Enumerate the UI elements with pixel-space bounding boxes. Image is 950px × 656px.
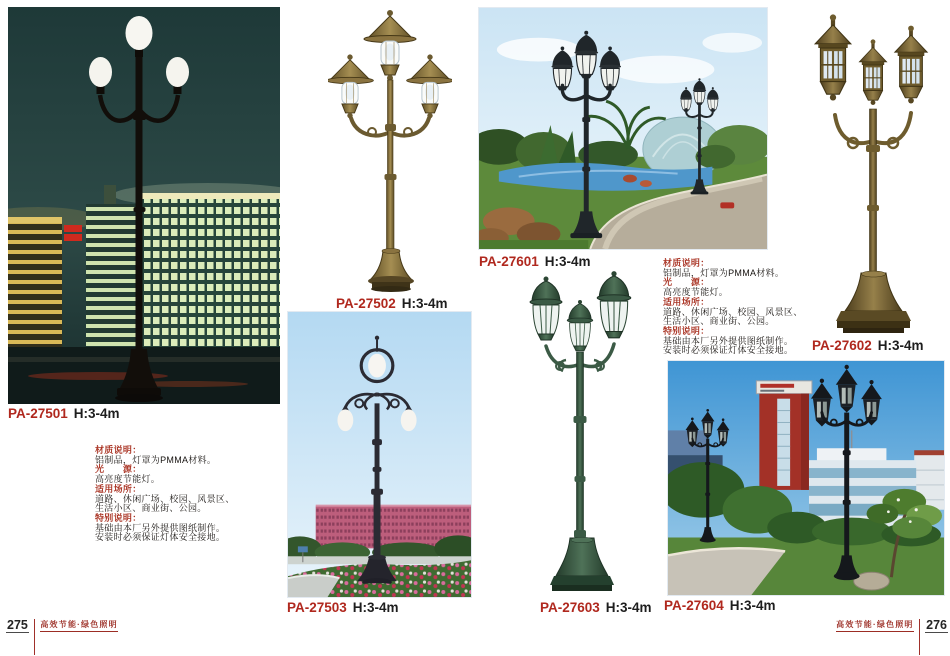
page-number-left: 275 [7,618,28,632]
campus-scene-illustration [668,361,944,595]
product-photo-pa-27501 [8,7,280,404]
product-label-pa-27604 [664,598,776,613]
footer-left [6,619,118,655]
spec-source-text: 高亮度节能灯。 [663,287,729,298]
product-model: PA-27603 [540,600,600,615]
spec-special-text-1: 基础由本厂另外提供图纸制作。 [663,335,794,346]
product-model: PA-27602 [812,338,872,353]
night-scene-illustration [8,7,280,404]
spec-material-text: 铝制品，灯罩为PMMA材料。 [663,267,785,278]
spec-material-text: 铝制品，灯罩为PMMA材料。 [95,454,217,465]
spec-usage-text-2: 生活小区、商业街、公园。 [663,316,775,327]
spec-source-label: 光 源： [95,464,142,475]
product-label-pa-27501 [8,406,120,421]
product-height: H:3-4m [401,296,448,311]
product-label-pa-27603 [540,600,652,615]
spec-source-label: 光 源： [663,277,710,288]
product-label-pa-27602 [812,338,924,353]
product-model: PA-27501 [8,406,68,421]
spec-usage-text-1: 道路、休闲广场、校园、风景区、 [663,306,803,317]
product-photo-pa-27503 [287,311,472,598]
product-label-pa-27601 [479,254,591,269]
spec-usage-text-1: 道路、休闲广场、校园、风景区、 [95,493,235,504]
spec-source-text: 高亮度节能灯。 [95,474,161,485]
footer-divider-right [919,619,921,655]
spec-usage-label: 适用场所： [663,296,710,307]
spec-material-label: 材质说明： [95,445,142,455]
footer-right [836,619,948,655]
footer-divider-left [34,619,36,655]
footer-slogan-right: 高效节能·绿色照明 [836,619,913,632]
garden-scene-illustration [479,8,767,249]
product-height: H:3-4m [544,254,591,269]
spec-special-text-1: 基础由本厂另外提供图纸制作。 [95,522,226,533]
spec-material-label: 材质说明： [663,258,710,268]
product-cutout-pa-27602 [797,5,945,337]
footer-slogan-left: 高效节能·绿色照明 [40,619,117,632]
bronze-lamp-illustration [328,6,452,292]
page-number-right: 276 [926,618,947,632]
spec-special-label: 特别说明： [95,512,142,523]
antique-lantern-lamp-illustration [797,5,945,337]
product-model: PA-27503 [287,600,347,615]
product-photo-pa-27601 [478,7,768,250]
green-lantern-lamp-illustration [514,266,646,598]
spec-block-left [95,446,235,543]
park-scene-illustration [288,312,471,597]
product-label-pa-27503 [287,600,399,615]
spec-usage-label: 适用场所： [95,483,142,494]
product-height: H:3-4m [877,338,924,353]
spec-special-label: 特别说明： [663,325,710,336]
product-cutout-pa-27603 [514,266,646,598]
spec-special-text-2: 安装时必须保证灯体安全接地。 [95,532,226,543]
product-cutout-pa-27502 [328,6,452,292]
spec-special-text-2: 安装时必须保证灯体安全接地。 [663,345,794,356]
product-label-pa-27502 [336,296,448,311]
product-model: PA-27601 [479,254,539,269]
product-height: H:3-4m [729,598,776,613]
product-height: H:3-4m [605,600,652,615]
product-photo-pa-27604 [667,360,945,596]
product-height: H:3-4m [73,406,120,421]
product-model: PA-27604 [664,598,724,613]
spec-block-right [663,259,803,356]
product-model: PA-27502 [336,296,396,311]
product-height: H:3-4m [352,600,399,615]
spec-usage-text-2: 生活小区、商业街、公园。 [95,503,207,514]
